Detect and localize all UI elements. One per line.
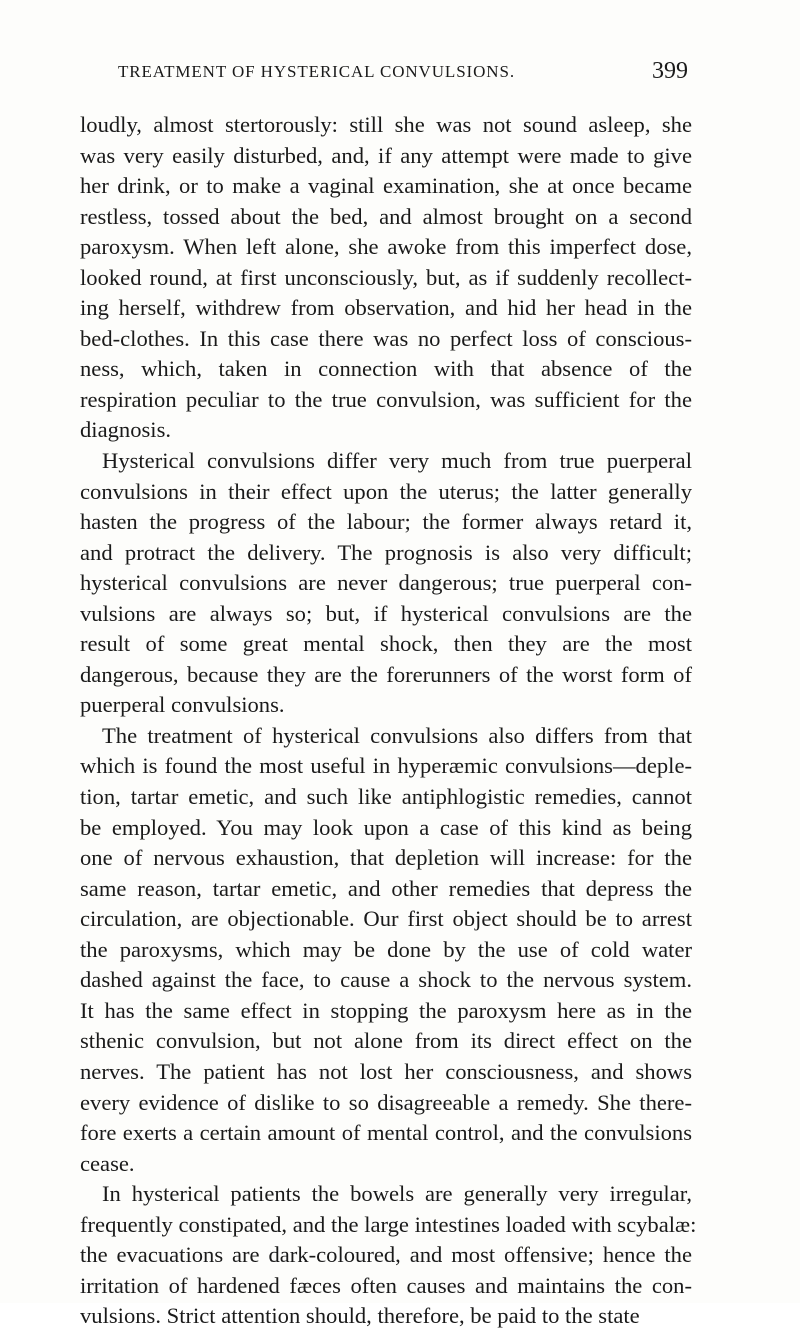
text-line: fore exerts a certain amount of mental control, and the convulsions	[80, 1120, 692, 1146]
text-line: ing herself, withdrew from observation, and hid her head in the	[80, 295, 692, 321]
text-line: vulsions are always so; but, if hysterical convulsions are the	[80, 600, 692, 626]
text-line: restless, tossed about the bed, and almost brought on a second	[80, 203, 692, 229]
text-line: dashed against the face, to cause a shock to the nervous system.	[80, 967, 692, 993]
text-line: vulsions. Strict attention should, therefore, be paid to the state	[80, 1303, 640, 1329]
page-number: 399	[652, 58, 688, 84]
text-line: tion, tartar emetic, and such like antiphlogistic remedies, cannot	[80, 784, 692, 810]
text-line: and protract the delivery. The prognosis is also very difficult;	[80, 539, 692, 565]
text-line: irritation of hardened fæces often causes and maintains the con-	[80, 1272, 692, 1298]
text-line: the evacuations are dark-coloured, and most offensive; hence the	[80, 1242, 692, 1268]
text-line: frequently constipated, and the large intestines loaded with scybalæ:	[80, 1211, 697, 1237]
text-line: cease.	[80, 1150, 135, 1176]
text-line: her drink, or to make a vaginal examination, she at once became	[80, 173, 692, 199]
text-line: convulsions in their effect upon the uterus; the latter generally	[80, 478, 692, 504]
running-head	[118, 58, 688, 92]
text-line: the paroxysms, which may be done by the use of cold water	[80, 936, 692, 962]
text-line: one of nervous exhaustion, that depletion will increase: for the	[80, 845, 692, 871]
text-line: It has the same effect in stopping the paroxysm here as in the	[80, 997, 692, 1023]
paragraph	[80, 446, 692, 721]
text-line: which is found the most useful in hyperæmic convulsions—deple-	[80, 753, 692, 779]
text-line: sthenic convulsion, but not alone from its direct effect on the	[80, 1028, 692, 1054]
text-line: result of some great mental shock, then they are the most	[80, 631, 692, 657]
paragraph	[80, 110, 692, 446]
text-line: loudly, almost stertorously: still she was not sound asleep, she	[80, 112, 692, 137]
text-line: hasten the progress of the labour; the former always retard it,	[80, 509, 692, 535]
paragraph	[80, 721, 692, 1179]
text-line: bed-clothes. In this case there was no perfect loss of conscious-	[80, 325, 692, 351]
text-line: looked round, at first unconsciously, but, as if suddenly recollect-	[80, 264, 692, 290]
text-line: puerperal convulsions.	[80, 692, 285, 718]
text-line: Hysterical convulsions differ very much from true puerperal	[102, 448, 692, 474]
text-line: was very easily disturbed, and, if any attempt were made to give	[80, 142, 692, 168]
text-line: ness, which, taken in connection with that absence of the	[80, 356, 692, 382]
text-line: hysterical convulsions are never dangerous; true puerperal con-	[80, 570, 692, 596]
paragraph	[80, 1179, 697, 1332]
text-line: nerves. The patient has not lost her consciousness, and shows	[80, 1058, 692, 1084]
body-text	[80, 110, 697, 1332]
text-line: dangerous, because they are the forerunners of the worst form of	[80, 661, 692, 687]
text-line: circulation, are objectionable. Our first object should be to arrest	[80, 906, 692, 932]
text-line: be employed. You may look upon a case of this kind as being	[80, 814, 692, 840]
text-line: In hysterical patients the bowels are generally very irregular,	[102, 1181, 692, 1207]
text-line: The treatment of hysterical convulsions also differs from that	[102, 722, 692, 748]
text-line: every evidence of dislike to so disagreeable a remedy. She there-	[80, 1089, 692, 1115]
text-line: respiration peculiar to the true convulsion, was sufficient for the	[80, 386, 692, 412]
text-line: paroxysm. When left alone, she awoke from this imperfect dose,	[80, 234, 692, 260]
running-title: TREATMENT OF HYSTERICAL CONVULSIONS.	[118, 62, 515, 81]
text-line: same reason, tartar emetic, and other remedies that depress the	[80, 875, 692, 901]
text-line: diagnosis.	[80, 417, 172, 443]
